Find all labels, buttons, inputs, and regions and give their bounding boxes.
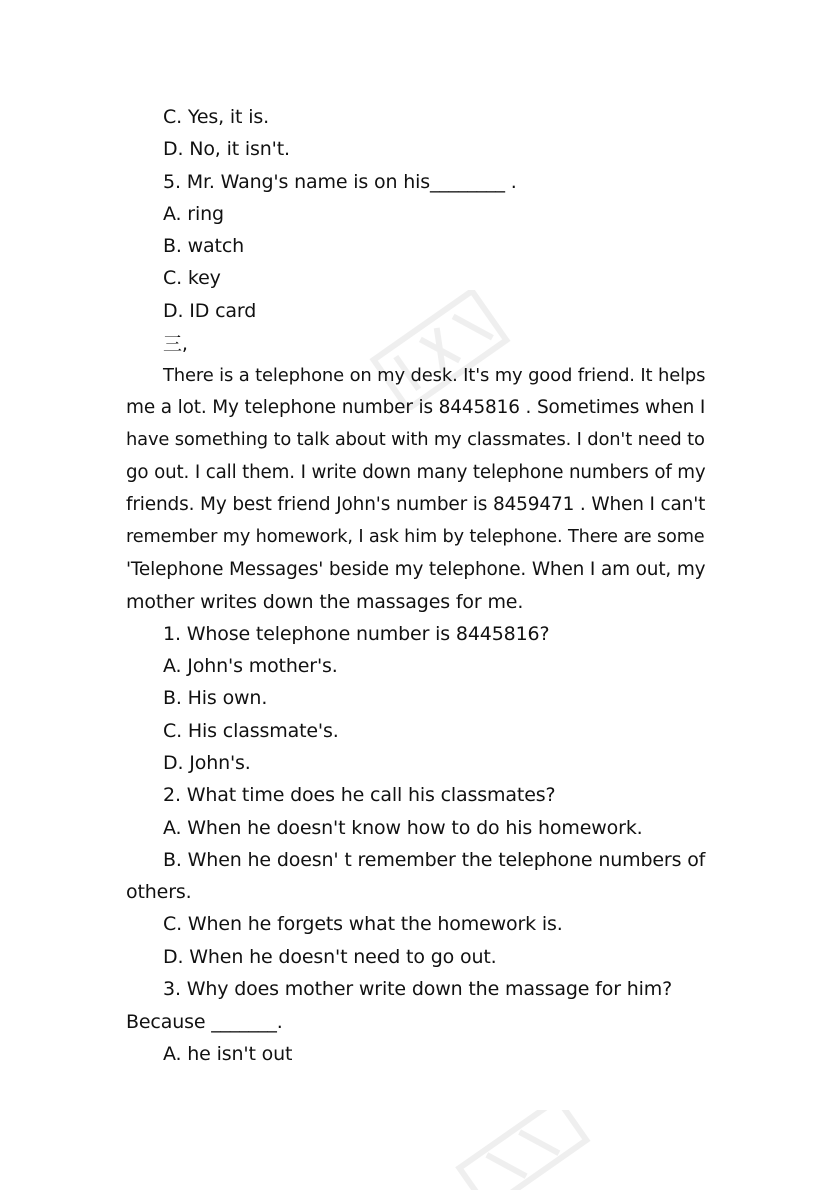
option-line: C. When he forgets what the homework is. <box>163 913 563 935</box>
passage-line: There is a telephone on my desk. It's my good friend. It helps <box>163 365 706 386</box>
option-line: A. When he doesn't know how to do his homework. <box>163 817 643 839</box>
passage-line: have something to talk about with my classmates. I don't need to <box>126 429 705 450</box>
option-line: B. watch <box>163 235 245 257</box>
question-line: 1. Whose telephone number is 8445816? <box>163 623 550 645</box>
passage-line: go out. I call them. I write down many telephone numbers of my <box>126 462 706 483</box>
passage-line: friends. My best friend John's number is 8459471 . When I can't <box>126 494 706 515</box>
passage-line: me a lot. My telephone number is 8445816 . Sometimes when I <box>126 397 706 418</box>
passage-line: 'Telephone Messages' beside my telephone. When I am out, my <box>126 559 706 580</box>
option-line: A. he isn't out <box>163 1043 293 1065</box>
option-line: B. When he doesn' t remember the telephone numbers of <box>163 849 706 871</box>
watermark-logo <box>420 1110 620 1190</box>
option-line: D. When he doesn't need to go out. <box>163 946 497 968</box>
option-line: C. key <box>163 267 221 289</box>
option-line: A. John's mother's. <box>163 655 338 677</box>
option-line: D. John's. <box>163 752 251 774</box>
passage-line: remember my homework, I ask him by telephone. There are some <box>126 527 705 547</box>
option-line: A. ring <box>163 203 224 225</box>
option-line: D. ID card <box>163 300 257 322</box>
option-line: B. His own. <box>163 687 268 709</box>
text-line: C. Yes, it is. <box>163 106 269 128</box>
option-line: others. <box>126 881 192 903</box>
question-line: Because _______. <box>126 1011 283 1033</box>
passage-line: mother writes down the massages for me. <box>126 591 524 613</box>
question-line: 3. Why does mother write down the massage for him? <box>163 978 673 1000</box>
section-heading: 三, <box>163 333 188 355</box>
option-line: C. His classmate's. <box>163 720 339 742</box>
question-line: 2. What time does he call his classmates? <box>163 784 556 806</box>
question-line: 5. Mr. Wang's name is on his________ . <box>163 171 517 193</box>
text-line: D. No, it isn't. <box>163 138 290 160</box>
